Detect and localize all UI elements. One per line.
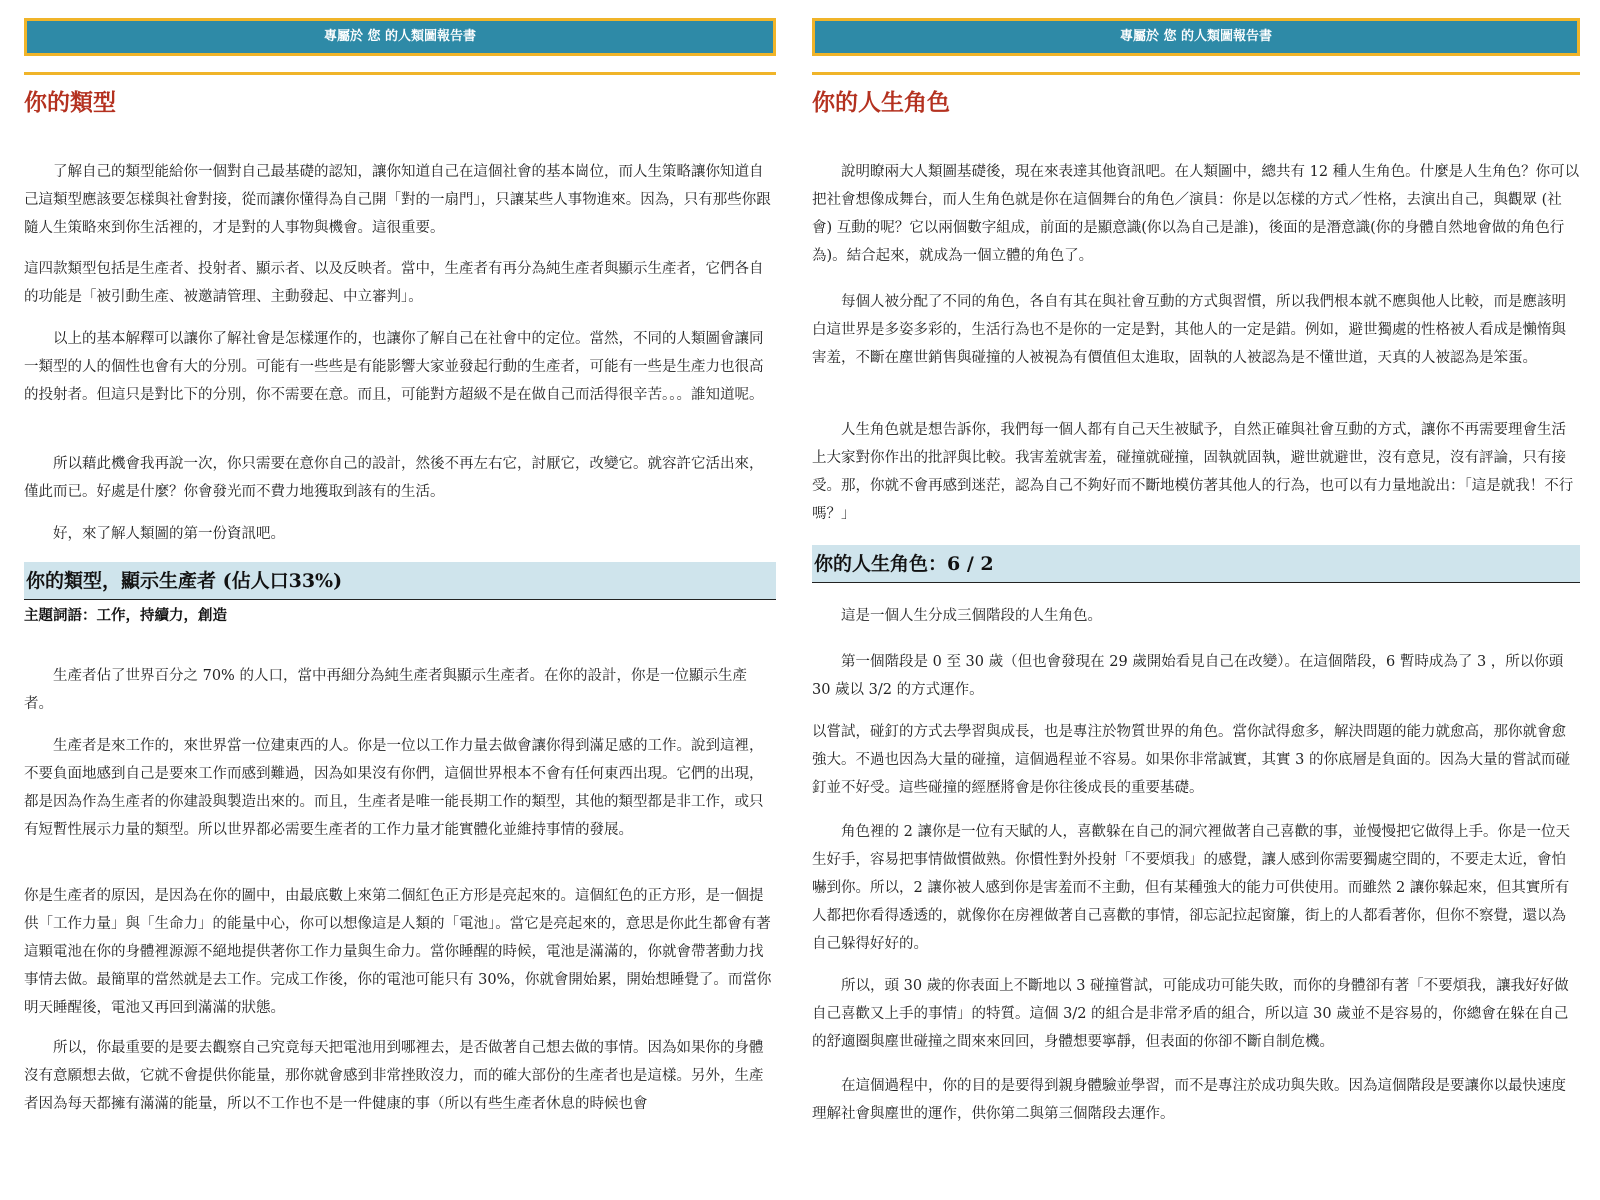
paragraph: 角色裡的 2 讓你是一位有天賦的人，喜歡躲在自己的洞穴裡做著自己喜歡的事，並慢慢把它做得上手。你是一位天生好手，容易把事情做慣做熟。你慣性對外投射「不要煩我」的感覺，讓人感到你需要獨處空間的，不要走太近，會怕嚇到你。所以，2 讓你被人感到你是害羞而不主動，但有某種強大的能力可供使用。而雖然 2 讓你躲起來，但其實所有人都把你看得透透的，就像你在房裡做著自己喜歡的事情，卻忘記拉起窗簾，街上的人都看著你，但你不察覺，還以為自己躲得好好的。 <box>812 824 1570 952</box>
paragraph: 說明瞭兩大人類圖基礎後，現在來表達其他資訊吧。在人類圖中，總共有 12 種人生角色。什麼是人生角色？你可以把社會想像成舞台，而人生角色就是你在這個舞台的角色／演員：你是以怎樣的方式／性格，去演出自己，與觀眾 (社會) 互動的呢？它以兩個數字組成，前面的是顯意識(你以為自己是誰)，後面的是潛意識(你的身體自然地會做的角色行為)。結合起來，就成為一個立體的角色了。 <box>812 164 1580 264</box>
report-banner: 專屬於 您 的人類圖報告書 <box>812 18 1580 56</box>
paragraph: 在這個過程中，你的目的是要得到親身體驗並學習，而不是專注於成功與失敗。因為這個階段是要讓你以最快速度理解社會與塵世的運作，供你第二與第三個階段去運作。 <box>812 1078 1566 1122</box>
paragraph: 所以，頭 30 歲的你表面上不斷地以 3 碰撞嘗試，可能成功可能失敗，而你的身體卻有著「不要煩我，讓我好好做自己喜歡又上手的事情」的特質。這個 3/2 的組合是非常矛盾的組合，所以這 30 歲並不是容易的，你總會在躲在自己的舒適圈與塵世碰撞之間來來回回，身體想要寧靜，但表面的你卻不斷自制危機。 <box>812 978 1569 1050</box>
paragraph: 這四款類型包括是生產者、投射者、顯示者、以及反映者。當中，生產者有再分為純生產者與顯示生產者，它們各自的功能是「被引動生產、被邀請管理、主動發起、中立審判」。 <box>24 261 764 305</box>
paragraph: 以上的基本解釋可以讓你了解社會是怎樣運作的，也讓你了解自己在社會中的定位。當然，不同的人類圖會讓同一類型的人的個性也會有大的分別。可能有一些些是有能影響大家並發起行動的生產者，可能有一些是生產力也很高的投射者。但這只是對比下的分別，你不需要在意。而且，可能對方超級不是在做自己而活得很辛苦。。。誰知道呢。 <box>24 331 764 403</box>
report-banner: 專屬於 您 的人類圖報告書 <box>24 18 776 56</box>
paragraph: 好，來了解人類圖的第一份資訊吧。 <box>53 526 285 542</box>
keywords-line: 主題詞語：工作，持續力，創造 <box>24 607 227 624</box>
banner-rule <box>24 72 776 75</box>
paragraph: 每個人被分配了不同的角色，各自有其在與社會互動的方式與習慣，所以我們根本就不應與他人比較，而是應該明白這世界是多姿多彩的，生活行為也不是你的一定是對，其他人的一定是錯。例如，避世獨處的性格被人看成是懶惰與害羞，不斷在塵世銷售與碰撞的人被視為有價值但太進取，固執的人被認為是不懂世道，天真的人被認為是笨蛋。 <box>812 294 1566 366</box>
section-heading: 你的類型，顯示生產者 (佔人口33%) <box>24 562 776 600</box>
section-heading: 你的人生角色：6 / 2 <box>812 545 1580 583</box>
paragraph: 生產者佔了世界百分之 70% 的人口，當中再細分為純生產者與顯示生產者。在你的設計，你是一位顯示生產者。 <box>24 668 747 712</box>
page-title: 你的人生角色 <box>812 89 950 116</box>
right-page <box>812 0 1580 1200</box>
banner-rule <box>812 72 1580 75</box>
left-page <box>24 0 776 1200</box>
paragraph: 以嘗試，碰釘的方式去學習與成長，也是專注於物質世界的角色。當你試得愈多，解決問題的能力就愈高，那你就會愈強大。不過也因為大量的碰撞，這個過程並不容易。如果你非常誠實，其實 3 的你底層是負面的。因為大量的嘗試而碰釘並不好受。這些碰撞的經歷將會是你往後成長的重要基礎。 <box>812 724 1570 796</box>
paragraph: 你是生產者的原因，是因為在你的圖中，由最底數上來第二個紅色正方形是亮起來的。這個紅色的正方形，是一個提供「工作力量」與「生命力」的能量中心，你可以想像這是人類的「電池」。當它是亮起來的，意思是你此生都會有著這顆電池在你的身體裡源源不絕地提供著你工作力量與生命力。當你睡醒的時候，電池是滿滿的，你就會帶著動力找事情去做。最簡單的當然就是去工作。完成工作後，你的電池可能只有 30%，你就會開始累，開始想睡覺了。而當你明天睡醒後，電池又再回到滿滿的狀態。 <box>24 888 772 1016</box>
paragraph: 了解自己的類型能給你一個對自己最基礎的認知，讓你知道自己在這個社會的基本崗位，而人生策略讓你知道自己這類型應該要怎樣與社會對接，從而讓你懂得為自己開「對的一扇門」，只讓某些人事物進來。因為，只有那些你跟隨人生策略來到你生活裡的，才是對的人事物與機會。這很重要。 <box>24 164 771 236</box>
paragraph: 生產者是來工作的，來世界當一位建東西的人。你是一位以工作力量去做會讓你得到滿足感的工作。說到這裡，不要負面地感到自己是要來工作而感到難過，因為如果沒有你們，這個世界根本不會有任何東西出現。它們的出現，都是因為作為生產者的你建設與製造出來的。而且，生產者是唯一能長期工作的類型，其他的類型都是非工作，或只有短暫性展示力量的類型。所以世界都必需要生產者的工作力量才能實體化並維持事情的發展。 <box>24 738 764 838</box>
paragraph: 所以，你最重要的是要去觀察自己究竟每天把電池用到哪裡去，是否做著自己想去做的事情。因為如果你的身體沒有意願想去做，它就不會提供你能量，那你就會感到非常挫敗沒力，而的確大部份的生產者也是這樣。另外，生產者因為每天都擁有滿滿的能量，所以不工作也不是一件健康的事（所以有些生產者休息的時候也會 <box>24 1040 764 1112</box>
paragraph: 所以藉此機會我再說一次，你只需要在意你自己的設計，然後不再左右它，討厭它，改變它。就容許它活出來，僅此而已。好處是什麼？你會發光而不費力地獲取到該有的生活。 <box>24 456 764 500</box>
paragraph: 這是一個人生分成三個階段的人生角色。 <box>841 608 1102 624</box>
paragraph: 人生角色就是想告訴你，我們每一個人都有自己天生被賦予，自然正確與社會互動的方式，讓你不再需要理會生活上大家對你作出的批評與比較。我害羞就害羞，碰撞就碰撞，固執就固執，避世就避世，沒有意見，沒有評論，只有接受。那，你就不會再感到迷茫，認為自己不夠好而不斷地模仿著其他人的行為，也可以有力量地說出：「這是就我！不行嗎？」 <box>812 422 1574 522</box>
page-title: 你的類型 <box>24 89 116 116</box>
paragraph: 第一個階段是 0 至 30 歲（但也會發現在 29 歲開始看見自己在改變）。在這個階段，6 暫時成為了 3 ，所以你頭 30 歲以 3/2 的方式運作。 <box>812 654 1564 698</box>
